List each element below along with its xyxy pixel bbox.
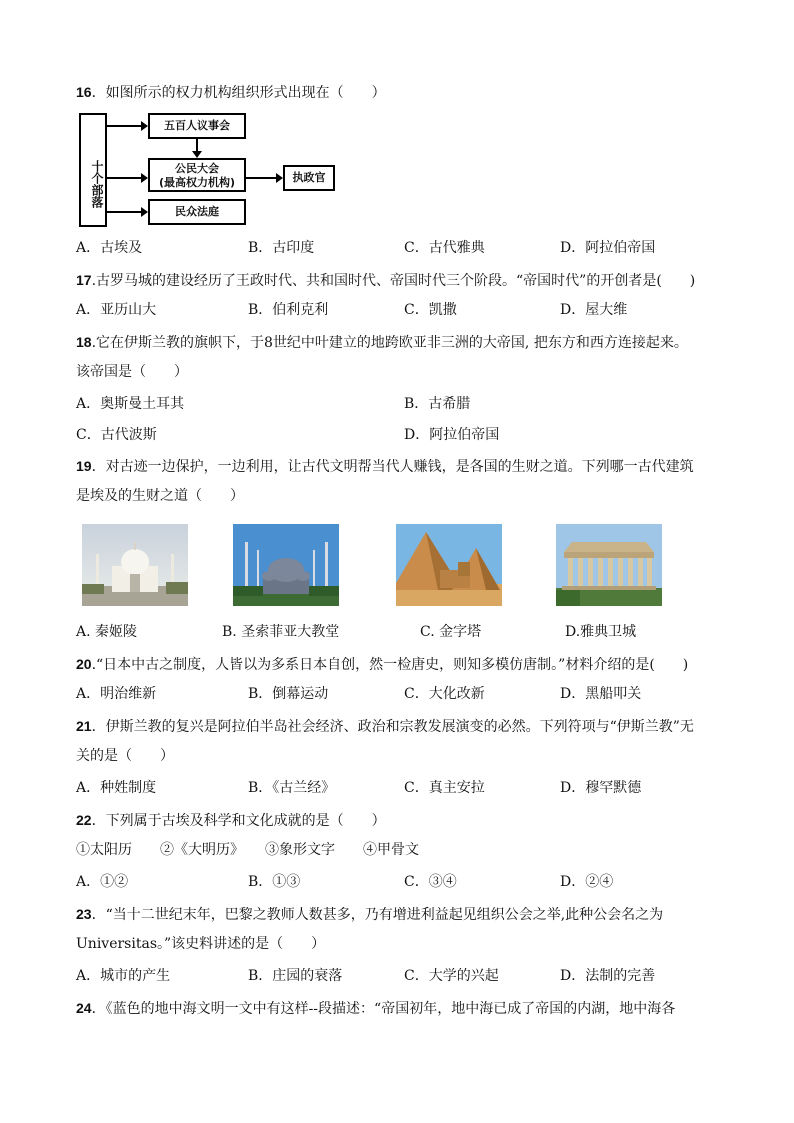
diagram-council-box: 五百人议事会 [148,113,246,139]
diagram-assembly-title: 公民大会 [175,162,219,175]
question-text: ．对古迹一边保护，一边利用，让古代文明帮当代人赚钱，是各国的生财之道。下列哪一古代建筑 [91,459,694,475]
question-number: 16 [76,84,92,100]
q22-option-c[interactable]: C．③④ [404,874,457,890]
q21-option-d[interactable]: D．穆罕默德 [560,780,642,796]
q16-option-c[interactable]: C．古代雅典 [404,240,485,256]
q17-option-a[interactable]: A．亚历山大 [76,302,157,318]
q22-stem [76,810,386,831]
q17-option-c[interactable]: C．凯撒 [404,302,457,318]
question-text: ．如图所示的权力机构组织形式出现在（ ） [91,85,386,101]
q23-option-c[interactable]: C．大学的兴起 [404,968,499,984]
q22-option-b[interactable]: B．①③ [248,874,301,890]
q20-option-a[interactable]: A．明治维新 [76,686,157,702]
q17-stem [76,270,695,291]
diagram-court-box: 民众法庭 [148,199,246,225]
diagram-archon-box: 执政官 [283,165,335,191]
question-number: 24 [76,1000,92,1016]
q19-option-c[interactable]: C. 金字塔 [420,624,482,640]
q19-option-b[interactable]: B. 圣索菲亚大教堂 [222,624,340,640]
q18-stem [76,332,688,353]
q21-stem [76,716,694,737]
q16-option-d[interactable]: D．阿拉伯帝国 [560,240,656,256]
q21-option-b[interactable]: B．《古兰经》 [248,780,336,796]
q17-option-d[interactable]: D．屋大维 [560,302,628,318]
diagram-arrow [107,125,142,127]
q18-option-b[interactable]: B．古希腊 [404,396,471,412]
q23-stem [76,904,663,925]
diagram-arrow [107,211,142,213]
q20-stem [76,654,688,675]
diagram-arrow [196,139,198,152]
diagram-assembly-box [148,158,246,192]
question-number: 17 [76,272,92,288]
q23-option-b[interactable]: B．庄园的衰落 [248,968,343,984]
q22-option-a[interactable]: A．①② [76,874,129,890]
parthenon-drawing [556,524,662,606]
question-text: ．下列属于古埃及科学和文化成就的是（ ） [91,813,386,829]
diagram-tribes-box: 十个部落 [79,113,107,227]
hagia-sophia-drawing [233,524,339,606]
question-number: 20 [76,656,92,672]
q22-option-d[interactable]: D．②④ [560,874,614,890]
pyramid-drawing [396,524,502,606]
q21-option-a[interactable]: A．种姓制度 [76,780,157,796]
question-text: ．《蓝色的地中海文明一文中有这样--段描述：“帝国初年，地中海已成了帝国的内湖，地中海各 [91,1001,676,1017]
hagia-sophia-image[interactable] [233,524,339,606]
question-number: 21 [76,718,92,734]
question-number: 23 [76,906,92,922]
q19-option-a[interactable]: A. 秦姬陵 [76,624,138,640]
q24-stem [76,998,675,1019]
q23-option-a[interactable]: A．城市的产生 [76,968,171,984]
question-text: ．“当十二世纪末年，巴黎之教师人数甚多，乃有增进利益起见组织公会之举,此种公会名之为 [91,907,664,923]
question-text: .它在伊斯兰教的旗帜下，于8世纪中叶建立的地跨欧亚非三洲的大帝国, 把东方和西方连接起来。 [91,335,688,351]
q17-option-b[interactable]: B．伯利克利 [248,302,329,318]
q18-option-d[interactable]: D．阿拉伯帝国 [404,427,500,443]
q20-option-c[interactable]: C．大化改新 [404,686,485,702]
diagram-arrow [107,177,142,179]
q16-option-a[interactable]: A．古埃及 [76,240,143,256]
pyramid-image[interactable] [396,524,502,606]
question-text: .古罗马城的建设经历了王政时代、共和国时代、帝国时代三个阶段。“帝国时代”的开创者是( ) [91,273,696,289]
question-text: .“日本中古之制度，人皆以为多系日本自创，然一检唐史，则知多模仿唐制。”材料介绍的是( ) [91,657,689,673]
q18-option-a[interactable]: A．奥斯曼土耳其 [76,396,185,412]
q23-option-d[interactable]: D．法制的完善 [560,968,656,984]
q19-stem [76,456,694,477]
parthenon-image[interactable] [556,524,662,606]
question-number: 18 [76,334,92,350]
q21-option-c[interactable]: C．真主安拉 [404,780,485,796]
q23-stem-cont: Universitas。”该史料讲述的是（ ） [76,936,326,952]
q19-option-d[interactable]: D.雅典卫城 [565,624,637,640]
q18-option-c[interactable]: C．古代波斯 [76,427,157,443]
taj-mahal-drawing [82,524,188,606]
q20-option-b[interactable]: B．倒幕运动 [248,686,329,702]
q19-stem-cont: 是埃及的生财之道（ ） [76,488,244,504]
q16-stem [76,82,386,103]
question-number: 19 [76,458,92,474]
question-number: 22 [76,812,92,828]
q20-option-d[interactable]: D．黑船叩关 [560,686,642,702]
q21-stem-cont: 关的是（ ） [76,748,174,764]
diagram-arrow [246,177,277,179]
q18-stem-cont: 该帝国是（ ） [76,364,188,380]
diagram-assembly-subtitle: (最高权力机构) [158,176,236,189]
q22-items: ①太阳历 ②《大明历》 ③象形文字 ④甲骨文 [76,842,419,858]
question-text: ．伊斯兰教的复兴是阿拉伯半岛社会经济、政治和宗教发展演变的必然。下列符项与“伊斯兰教”无 [91,719,694,735]
q16-option-b[interactable]: B．古印度 [248,240,315,256]
taj-mahal-image[interactable] [82,524,188,606]
